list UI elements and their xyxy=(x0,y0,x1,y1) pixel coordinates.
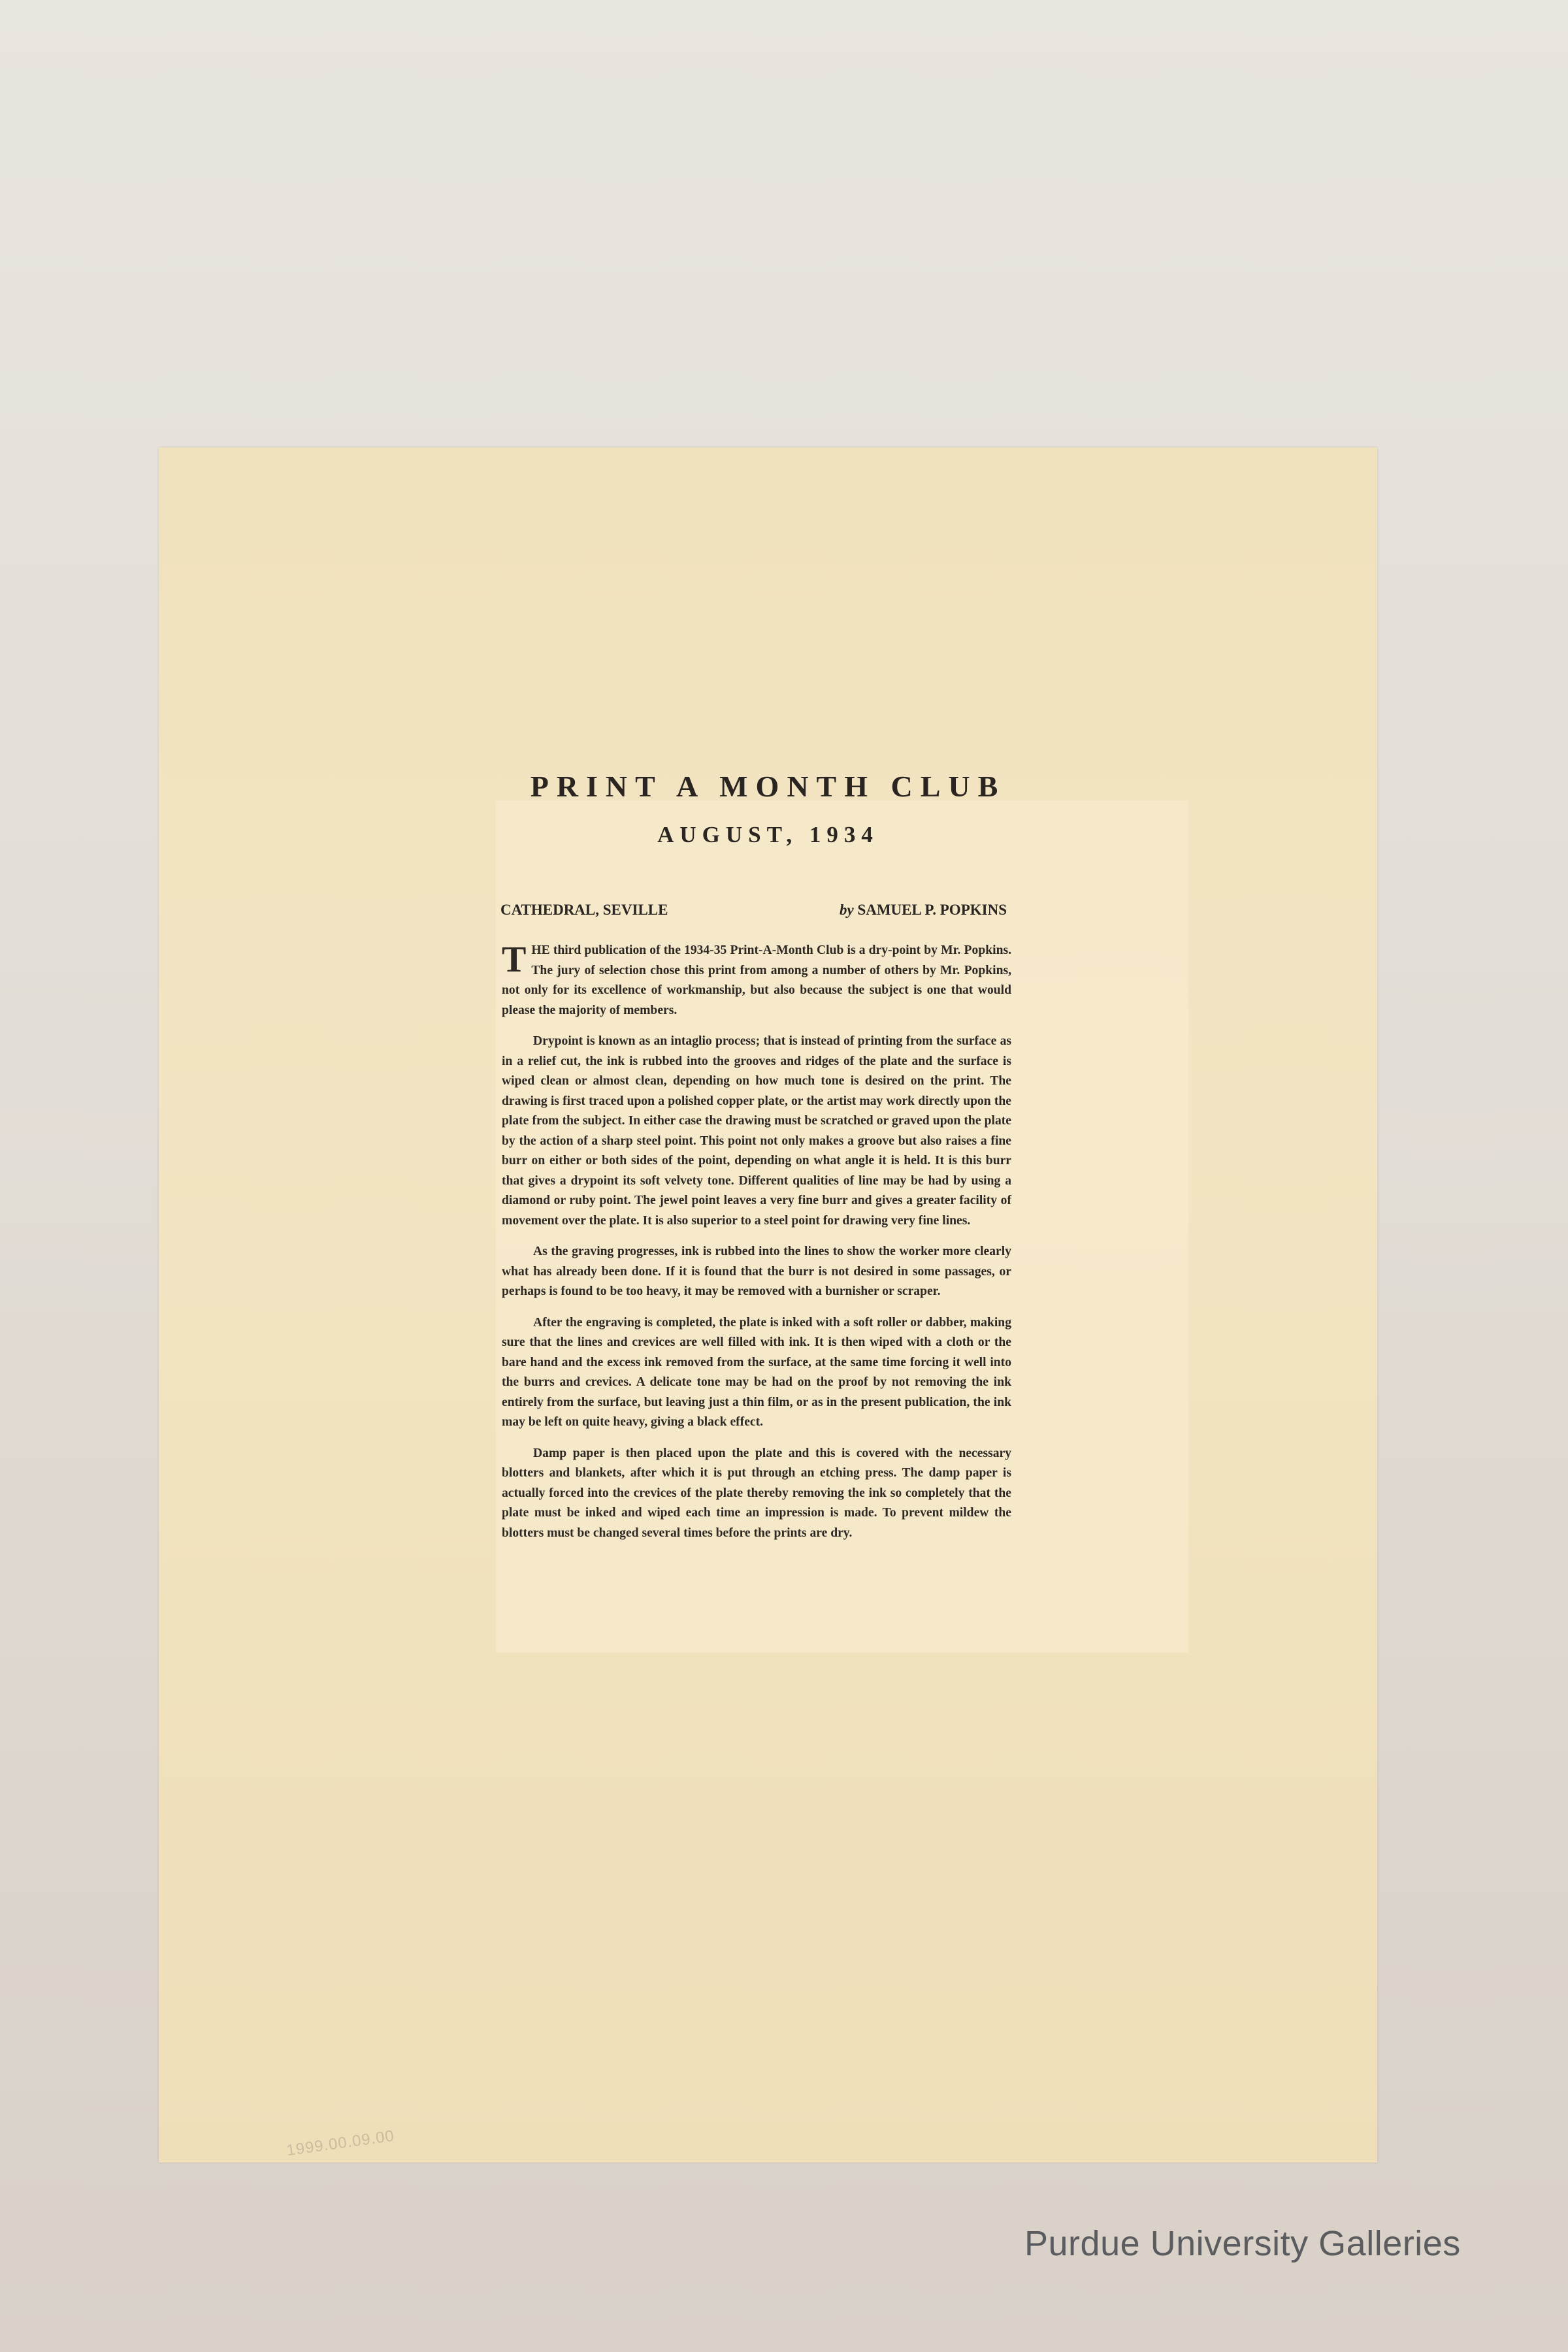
print-meta-row xyxy=(500,902,1007,919)
drop-cap: T xyxy=(502,939,527,980)
paragraph: Damp paper is then placed upon the plate and this is covered with the necessary blotters and blankets, after which it is put through an etching press. The damp paper is actually forced into the crevices of the plate thereby removing the ink so completely that the plate must be inked and wiped each time an impression is made. To prevent mildew the blotters must be changed several times before the prints are dry. xyxy=(502,1446,1011,1540)
inventory-number: 1999.00.09.00 xyxy=(285,2127,396,2160)
paragraph xyxy=(502,941,1011,1021)
paragraph: As the graving progresses, ink is rubbed into the lines to show the worker more clearly what has already been done. If it is found that the burr is not desired in some passages, or perhaps is found to be too heavy, it may be removed with a burnisher or scraper. xyxy=(502,1245,1011,1298)
byline xyxy=(840,902,1007,919)
paragraph: After the engraving is completed, the plate is inked with a soft roller or dabber, making sure that the lines and crevices are well filled with ink. It is then wiped with a cloth or the bare hand and the excess ink removed from the surface, at the same time forcing it well into the burrs and crevices. A delicate tone may be had on the proof by not removing the ink entirely from the surface, but leaving just a thin film, or as in the present publication, the ink may be left on quite heavy, giving a black effect. xyxy=(502,1315,1011,1429)
document-date: AUGUST, 1934 xyxy=(657,822,879,847)
paragraph: Drypoint is known as an intaglio process; that is instead of printing from the surface as in a relief cut, the ink is rubbed into the grooves and ridges of the plate and the surface is wiped clean or almost clean, depending on how much tone is desired on the print. The drawing is first traced upon a polished copper plate, or the artist may work directly upon the plate from the subject. In either case the drawing must be scratched or graved upon the plate by the action of a sharp steel point. This point not only makes a groove but also raises a fine burr on either or both sides of the point, depending on what angle it is held. It is this burr that gives a drypoint its soft velvety tone. Different qualities of line may be had by using a diamond or ruby point. The jewel point leaves a very fine burr and gives a greater facility of movement over the plate. It is also superior to a steel point for drawing very fine lines. xyxy=(502,1034,1011,1228)
gallery-watermark: Purdue University Galleries xyxy=(1024,2224,1461,2263)
document-title: PRINT A MONTH CLUB xyxy=(530,770,1006,803)
paragraph-text: HE third publication of the 1934-35 Print-A-Month Club is a dry-point by Mr. Popkins. The jury of selection chose this print from among a number of others by Mr. Popkins, not only for its excellence of workmanship, but also because the subject is one that would please the majority of members. xyxy=(502,943,1011,1017)
byline-prefix: by xyxy=(839,902,854,918)
article-body xyxy=(502,941,1011,1554)
document-sheet xyxy=(159,448,1377,2163)
print-title: CATHEDRAL, SEVILLE xyxy=(500,902,668,918)
artist-name: SAMUEL P. POPKINS xyxy=(857,902,1007,918)
